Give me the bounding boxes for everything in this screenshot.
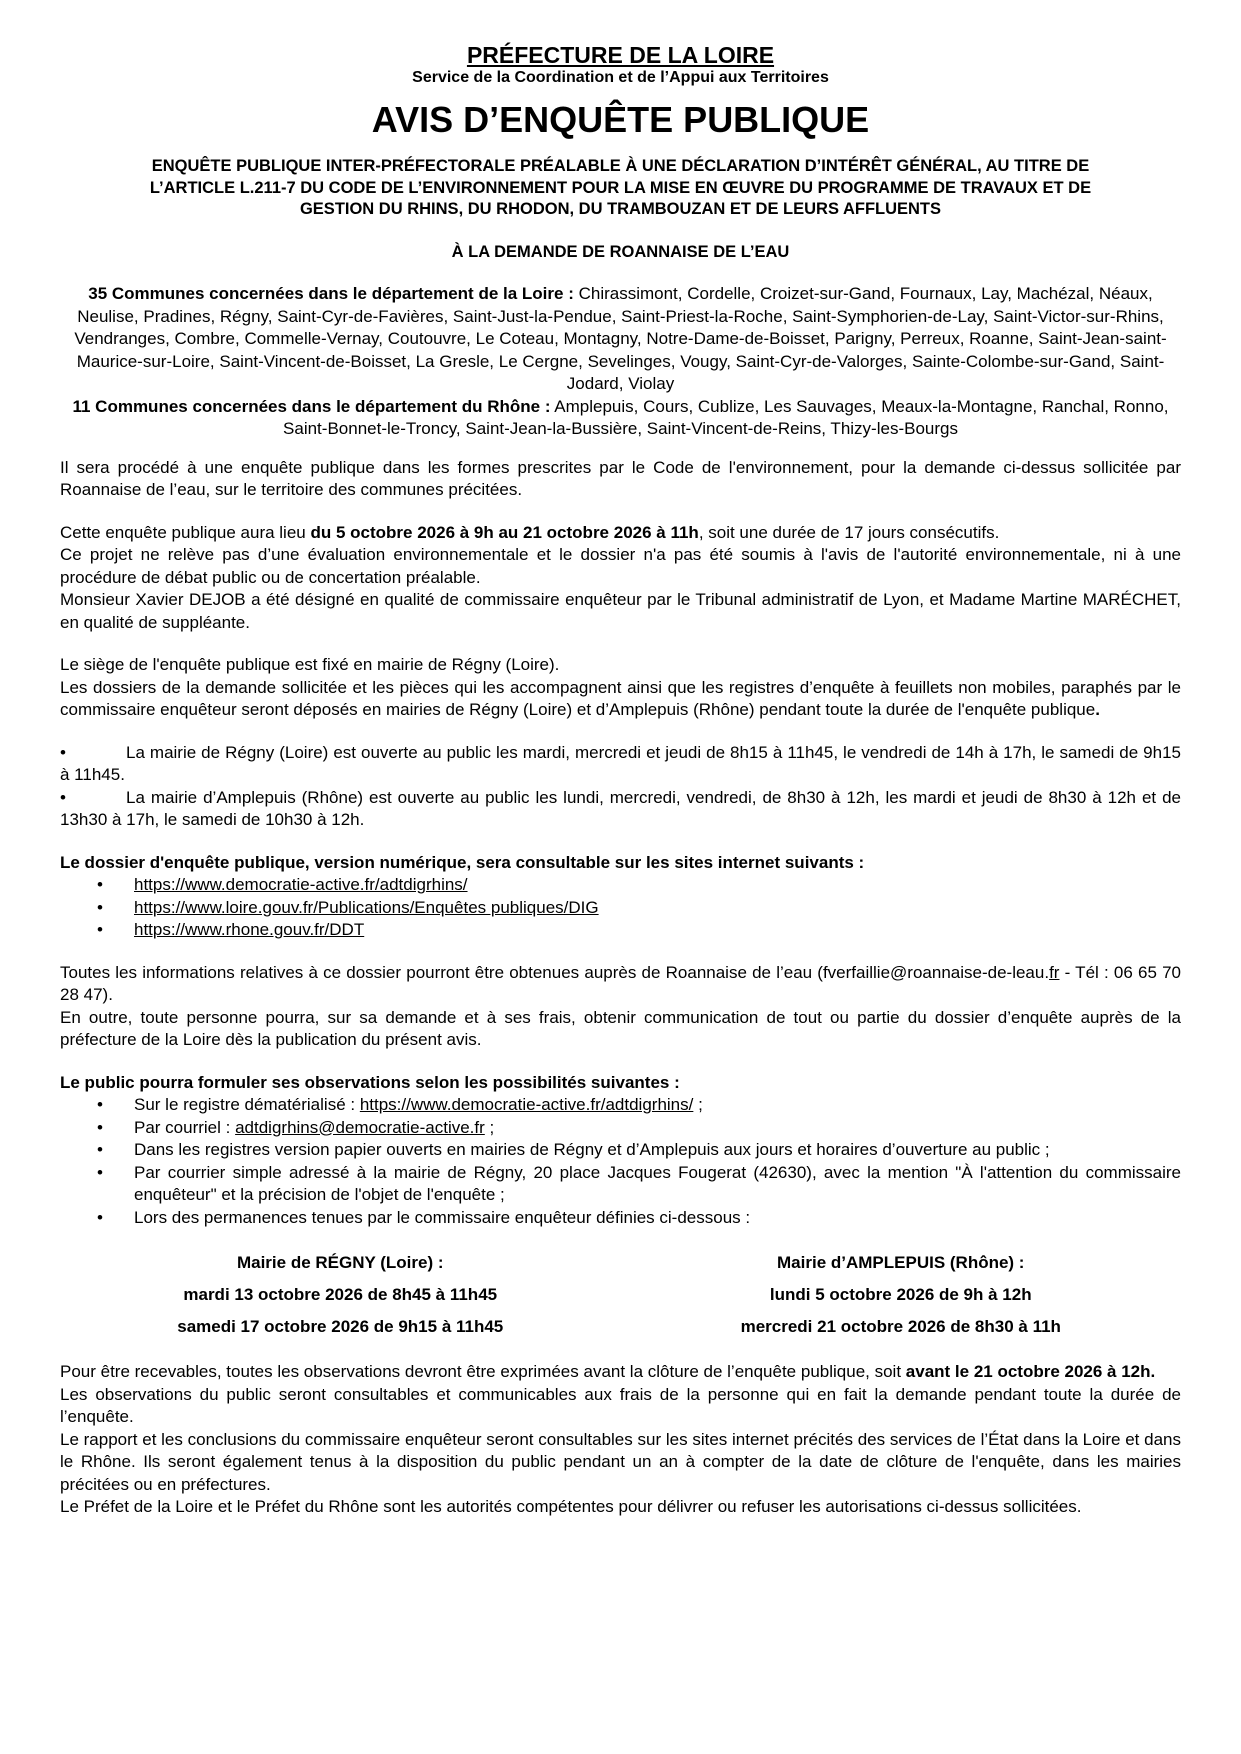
list-item	[60, 874, 1181, 897]
obs-text: ;	[484, 1117, 495, 1137]
files-end: .	[1095, 700, 1100, 719]
list-item	[60, 1117, 1181, 1140]
paragraph-seat: Le siège de l'enquête publique est fixé en mairie de Régny (Loire).	[60, 655, 560, 674]
closing-section	[60, 1361, 1181, 1519]
communes-loire-list: Chirassimont, Cordelle, Croizet-sur-Gand, Fournaux, Lay, Machézal, Néaux, Neulise, Pradines, Régny, Saint-Cyr-de-Favières, Saint-Just-la-Pendue, Saint-Priest-la-Roche, Saint-Symphorien-de-Lay, Saint-Victor-sur-Rhins, Vendranges, Combre, Commelle-Vernay, Coutouvre, Le Coteau, Montagny, Notre-Dame-de-Boisset, Parigny, Perreux, Roanne, Saint-Jean-saint-Maurice-sur-Loire, Saint-Vincent-de-Boisset, La Gresle, Le Cergne, Sevelinges, Vougy, Saint-Cyr-de-Valorges, Sainte-Colombe-sur-Gand, Saint-Jodard, Violay	[74, 284, 1167, 393]
permanence-date: samedi 17 octobre 2026 de 9h15 à 11h45	[177, 1317, 504, 1336]
notice-subject	[60, 156, 1181, 221]
list-item	[60, 919, 1181, 942]
info-post: - Tél : 06 65 70 28 47).	[60, 962, 1181, 1004]
communes-section	[60, 283, 1181, 441]
list-item	[60, 1162, 1181, 1207]
bullet: •	[97, 920, 103, 939]
observations-heading-text: Le public pourra formuler ses observations selon les possibilités suivantes :	[60, 1072, 680, 1092]
list-item	[60, 1094, 1181, 1117]
obs-text: Par courrier simple adressé à la mairie de Régny, 20 place Jacques Fougerat (42630), avec la mention "À l'attention du commissaire enquêteur" et la précision de l'objet de l'enquête ;	[134, 1162, 1181, 1204]
subject-line: GESTION DU RHINS, DU RHODON, DU TRAMBOUZAN ET DE LEURS AFFLUENTS	[299, 200, 942, 218]
obs-text: ;	[693, 1095, 703, 1114]
sites-heading-text: Le dossier d'enquête publique, version numérique, sera consultable sur les sites internet suivants :	[60, 852, 865, 872]
obs-text: Lors des permanences tenues par le commissaire enquêteur définies ci-dessous :	[134, 1207, 751, 1227]
paragraph-evaluation: Ce projet ne relève pas d’une évaluation environnementale et le dossier n'a pas été soumis à l'avis de l'autorité environnementale, ni à une procédure de débat public ou de concertation préalable.	[60, 545, 1181, 587]
info-pre: Toutes les informations relatives à ce dossier pourront être obtenues auprès de Roannaise de l’eau (fverfaillie@roannaise-de-leau.	[60, 962, 1050, 982]
paragraph-deadline	[60, 1361, 1181, 1384]
body-section	[60, 457, 1181, 1230]
bullet: •	[97, 1140, 103, 1159]
permanence-date: lundi 5 octobre 2026 de 9h à 12h	[769, 1285, 1032, 1304]
permanence-title: Mairie de RÉGNY (Loire) :	[236, 1253, 444, 1272]
email-link[interactable]: adtdigrhins@democratie-active.fr	[235, 1117, 485, 1137]
site-link-rhone[interactable]: https://www.rhone.gouv.fr/DDT	[134, 920, 365, 939]
hours-regny-content: La mairie de Régny (Loire) est ouverte au public les mardi, mercredi et jeudi de 8h15 à 11h45, le vendredi de 14h à 17h, le samedi de 9h15 à 11h45.	[60, 742, 1181, 784]
communes-rhone-list: Amplepuis, Cours, Cublize, Les Sauvages, Meaux-la-Montagne, Ranchal, Ronno, Saint-Bonnet-le-Troncy, Saint-Jean-la-Bussière, Saint-Vincent-de-Reins, Thizy-les-Bourgs	[283, 396, 1169, 438]
hours-regny-line	[60, 742, 1181, 787]
deadline-bold: avant le 21 octobre 2026 à 12h.	[905, 1362, 1156, 1381]
bullet: •	[97, 1162, 103, 1182]
permanence-date: mercredi 21 octobre 2026 de 8h30 à 11h	[740, 1317, 1061, 1336]
paragraph-communication: En outre, toute personne pourra, sur sa demande et à ses frais, obtenir communication de tout ou partie du dossier d’enquête auprès de la préfecture de la Loire dès la publication du présent avis.	[60, 1007, 1181, 1049]
communes-loire-label: 35 Communes concernées dans le département de la Loire :	[88, 284, 574, 303]
paragraph-info	[60, 962, 1181, 1007]
notice-title: AVIS D’ENQUÊTE PUBLIQUE	[371, 99, 870, 140]
paragraph-authorities: Le Préfet de la Loire et le Préfet du Rhône sont les autorités compétentes pour délivrer ou refuser les autorisations ci-dessus sollicitées.	[60, 1497, 1082, 1516]
bullet: •	[97, 897, 103, 917]
paragraph-report: Le rapport et les conclusions du commissaire enquêteur seront consultables sur les sites internet précités des services de l’État dans la Loire et dans le Rhône. Ils seront également tenus à la disposition du public pendant un an à compter de la date de clôture de l'enquête, dans les mairies précitées ou en préfectures.	[60, 1429, 1181, 1494]
bullet: •	[60, 742, 66, 762]
list-item	[60, 1207, 1181, 1230]
permanence-date: mardi 13 octobre 2026 de 8h45 à 11h45	[183, 1285, 498, 1304]
communes-rhone	[60, 396, 1181, 441]
files-text: Les dossiers de la demande sollicitée et les pièces qui les accompagnent ainsi que les registres d’enquête à feuillets non mobiles, paraphés par le commissaire enquêteur seront déposés en mairies de Régny (Loire) et d’Amplepuis (Rhône) pendant toute la durée de l'enquête publique	[60, 677, 1181, 719]
permanences-regny	[60, 1247, 621, 1343]
obs-text: Dans les registres version papier ouverts en mairies de Régny et d’Amplepuis aux jours et horaires d’ouverture au public ;	[134, 1140, 1050, 1159]
bullet: •	[97, 875, 103, 894]
paragraph-commissioner: Monsieur Xavier DEJOB a été désigné en qualité de commissaire enquêteur par le Tribunal administratif de Lyon, et Madame Martine MARÉCHET, en qualité de suppléante.	[60, 590, 1181, 632]
hours-amplepuis-line	[60, 787, 1181, 832]
communes-rhone-label: 11 Communes concernées dans le département du Rhône :	[72, 396, 551, 416]
obs-text: Par courriel :	[134, 1117, 236, 1137]
site-link-loire[interactable]: https://www.loire.gouv.fr/Publications/Enquêtes publiques/DIG	[134, 897, 599, 917]
communes-loire	[60, 283, 1181, 396]
paragraph-files	[60, 677, 1181, 722]
paragraph-dates	[60, 522, 1181, 545]
subject-line: L’ARTICLE L.211-7 DU CODE DE L’ENVIRONNEMENT POUR LA MISE EN ŒUVRE DU PROGRAMME DE TRAVAUX ET DE	[149, 178, 1092, 197]
permanences-table	[60, 1247, 1181, 1343]
subject-line: ENQUÊTE PUBLIQUE INTER-PRÉFECTORALE PRÉALABLE À UNE DÉCLARATION D’INTÉRÊT GÉNÉRAL, AU TITRE DE	[151, 157, 1090, 175]
hours-amplepuis-content: La mairie d’Amplepuis (Rhône) est ouverte au public les lundi, mercredi, vendredi, de 8h30 à 12h, les mardi et jeudi de 8h30 à 12h et de 13h30 à 17h, le samedi de 10h30 à 12h.	[60, 787, 1181, 829]
site-link-democratie[interactable]: https://www.democratie-active.fr/adtdigrhins/	[134, 875, 468, 894]
bullet: •	[97, 1207, 103, 1227]
sites-list	[60, 874, 1181, 942]
observations-heading	[60, 1072, 1181, 1095]
permanence-title: Mairie d’AMPLEPUIS (Rhône) :	[777, 1253, 1025, 1272]
paragraph-intro: Il sera procédé à une enquête publique dans les formes prescrites par le Code de l'environnement, pour la demande ci-dessus sollicitée par Roannaise de l’eau, sur le territoire des communes précitées.	[60, 457, 1181, 499]
header	[60, 42, 1181, 263]
service-subtitle: Service de la Coordination et de l’Appui aux Territoires	[412, 69, 829, 86]
list-item	[60, 897, 1181, 920]
bullet: •	[97, 1117, 103, 1137]
info-email-link[interactable]: fr	[1049, 962, 1060, 982]
permanences-amplepuis	[621, 1247, 1182, 1343]
bullet: •	[97, 1095, 103, 1114]
bullet: •	[60, 787, 66, 807]
list-item	[60, 1139, 1181, 1162]
registry-link[interactable]: https://www.democratie-active.fr/adtdigrhins/	[359, 1095, 694, 1114]
dates-pre: Cette enquête publique aura lieu	[60, 522, 311, 542]
obs-text: Sur le registre dématérialisé :	[134, 1095, 360, 1114]
sites-heading	[60, 852, 1181, 875]
demand-line: À LA DEMANDE DE ROANNAISE DE L’EAU	[451, 242, 790, 261]
paragraph-observations-public: Les observations du public seront consultables et communicables aux frais de la personne qui en fait la demande pendant toute la durée de l’enquête.	[60, 1384, 1181, 1426]
deadline-pre: Pour être recevables, toutes les observations devront être exprimées avant la clôture de l’enquête publique, soit	[60, 1362, 906, 1381]
dates-post: , soit une durée de 17 jours consécutifs.	[698, 522, 1000, 542]
prefecture-title: PRÉFECTURE DE LA LOIRE	[466, 42, 775, 68]
dates-bold: du 5 octobre 2026 à 9h au 21 octobre 2026 à 11h	[310, 522, 699, 542]
observations-list	[60, 1094, 1181, 1229]
